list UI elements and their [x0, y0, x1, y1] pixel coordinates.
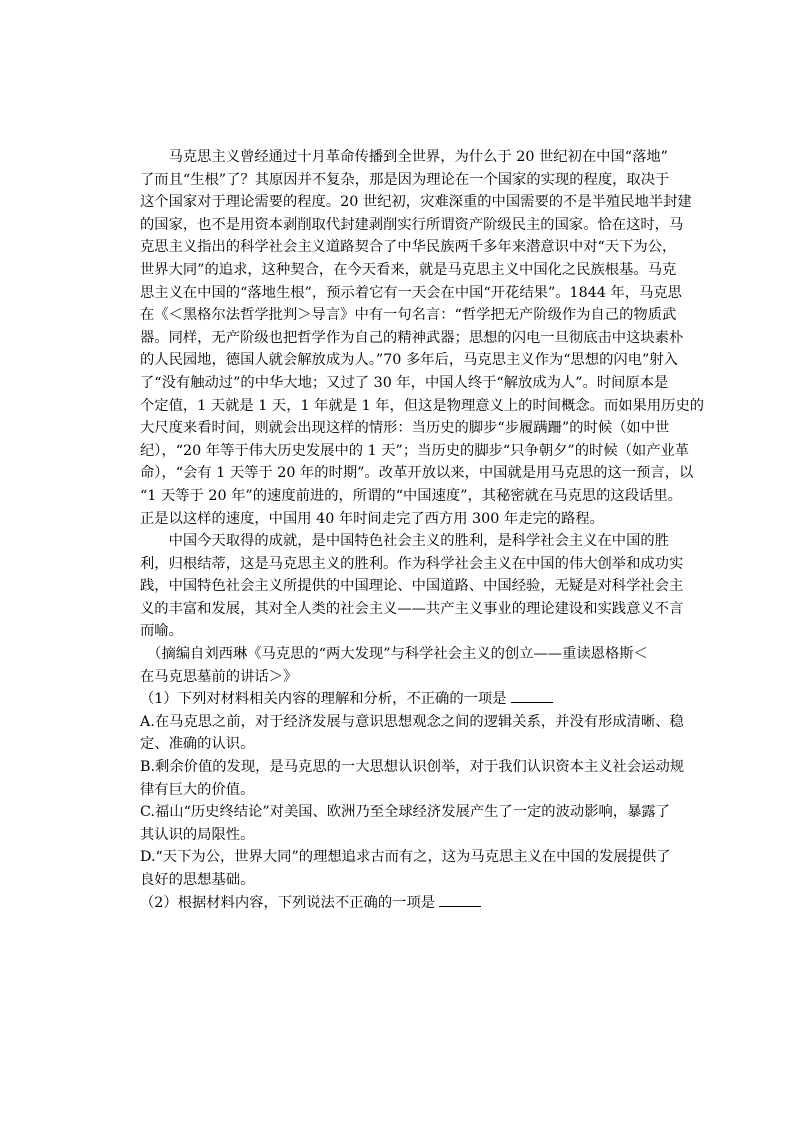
text-line: 在《＜黑格尔法哲学批判＞导言》中有一句名言：“哲学把无产阶级作为自己的物质武	[140, 307, 677, 324]
text-line: 世界大同”的追求，这种契合，在今天看来，就是马克思主义中国化之民族根基。马克	[140, 261, 677, 278]
text-line: 正是以这样的速度，中国用 40 年时间走完了西方用 300 年走完的路程。	[140, 510, 604, 527]
text-line: “1 天等于 20 年”的速度前进的，所谓的“中国速度”，其秘密就在马克思的这段话里。	[140, 487, 682, 504]
answer-blank[interactable]	[439, 892, 481, 907]
text-line: （摘编自刘西琳《马克思的“两大发现”与科学社会主义的创立——重读恩格斯＜	[140, 646, 648, 663]
option-a: A.在马克思之前，对于经济发展与意识思想观念之间的逻辑关系，并没有形成清晰、稳	[140, 713, 684, 730]
article-paragraph-2	[140, 530, 684, 643]
text-line: 纪），“20 年等于伟大历史发展中的 1 天”；当历史的脚步“只争朝夕”的时候（如产业革	[140, 442, 690, 459]
source-citation	[140, 643, 680, 688]
option-c: C.福山“历史终结论”对美国、欧洲乃至全球经济发展产生了一定的波动影响，暴露了	[140, 804, 670, 821]
question-stem: （1）下列对材料相关内容的理解和分析，不正确的一项是	[140, 688, 680, 711]
text-line: 了“没有触动过”的中华大地；又过了 30 年，中国人终于“解放成为人”。时间原本是	[140, 374, 669, 391]
option-d: D.“天下为公，世界大同”的理想追求古而有之，这为马克思主义在中国的发展提供了	[140, 849, 671, 866]
text-line: 这个国家对于理论需要的程度。20 世纪初，灾难深重的中国需要的不是半殖民地半封建	[140, 194, 692, 211]
text-line: 命），“会有 1 天等于 20 年的时期”。改革开放以来，中国就是用马克思的这一预言，以	[140, 465, 694, 482]
option-d-cont: 良好的思想基础。	[140, 872, 255, 888]
text-line: 中国今天取得的成就，是中国特色社会主义的胜利，是科学社会主义在中国的胜	[140, 533, 669, 550]
option-c-cont: 其认识的局限性。	[140, 826, 255, 843]
text-line: 在马克思墓前的讲话＞》	[140, 668, 298, 685]
question-2	[140, 892, 680, 915]
text-line: 的人民园地，德国人就会解放成为人。”70 多年后，马克思主义作为“思想的闪电”射入	[140, 352, 678, 369]
text-line: 器。同样，无产阶级也把哲学作为自己的精神武器；思想的闪电一旦彻底击中这块素朴	[140, 329, 684, 346]
text-line: 践，中国特色社会主义所提供的中国理论、中国道路、中国经验，无疑是对科学社会主	[140, 578, 684, 595]
answer-blank[interactable]	[511, 688, 553, 703]
text-line: 了而且“生根”了？其原因并不复杂，那是因为理论在一个国家的实现的程度，取决于	[140, 171, 670, 188]
text-line: 利，归根结蒂，这是马克思主义的胜利。作为科学社会主义在中国的伟大创举和成功实	[140, 555, 684, 572]
text-line: 而喻。	[140, 623, 183, 640]
question-stem: （2）根据材料内容，下列说法不正确的一项是	[140, 892, 680, 915]
text-line: 的国家，也不是用资本剥削取代封建剥削实行所谓资产阶级民主的国家。恰在这时，马	[140, 216, 684, 233]
text-line: 克思主义指出的科学社会主义道路契合了中华民族两千多年来潜意识中对“天下为公，	[140, 239, 677, 256]
text-line: 马克思主义曾经通过十月革命传播到全世界，为什么于 20 世纪初在中国“落地”	[140, 149, 668, 165]
text-line: 大尺度来看时间，则就会出现这样的情形：当历史的脚步“步履蹒跚”的时候（如中世	[140, 420, 670, 437]
question-1	[140, 688, 685, 891]
text-line: 义的丰富和发展，其对全人类的社会主义——共产主义事业的理论建设和实践意义不言	[140, 600, 684, 617]
article-paragraph-1	[140, 146, 705, 530]
option-b: B.剩余价值的发现，是马克思的一大思想认识创举，对于我们认识资本主义社会运动规	[140, 759, 685, 776]
article	[140, 146, 705, 688]
document-page	[140, 146, 705, 914]
text-line: 个定值，1 天就是 1 天，1 年就是 1 年，但这是物理意义上的时间概念。而如果用历史的	[140, 397, 705, 414]
option-a-cont: 定、准确的认识。	[140, 736, 255, 753]
text-line: 思主义在中国的“落地生根”，预示着它有一天会在中国“开花结果”。1844 年，马克思	[140, 284, 682, 301]
option-b-cont: 律有巨大的价值。	[140, 781, 255, 798]
